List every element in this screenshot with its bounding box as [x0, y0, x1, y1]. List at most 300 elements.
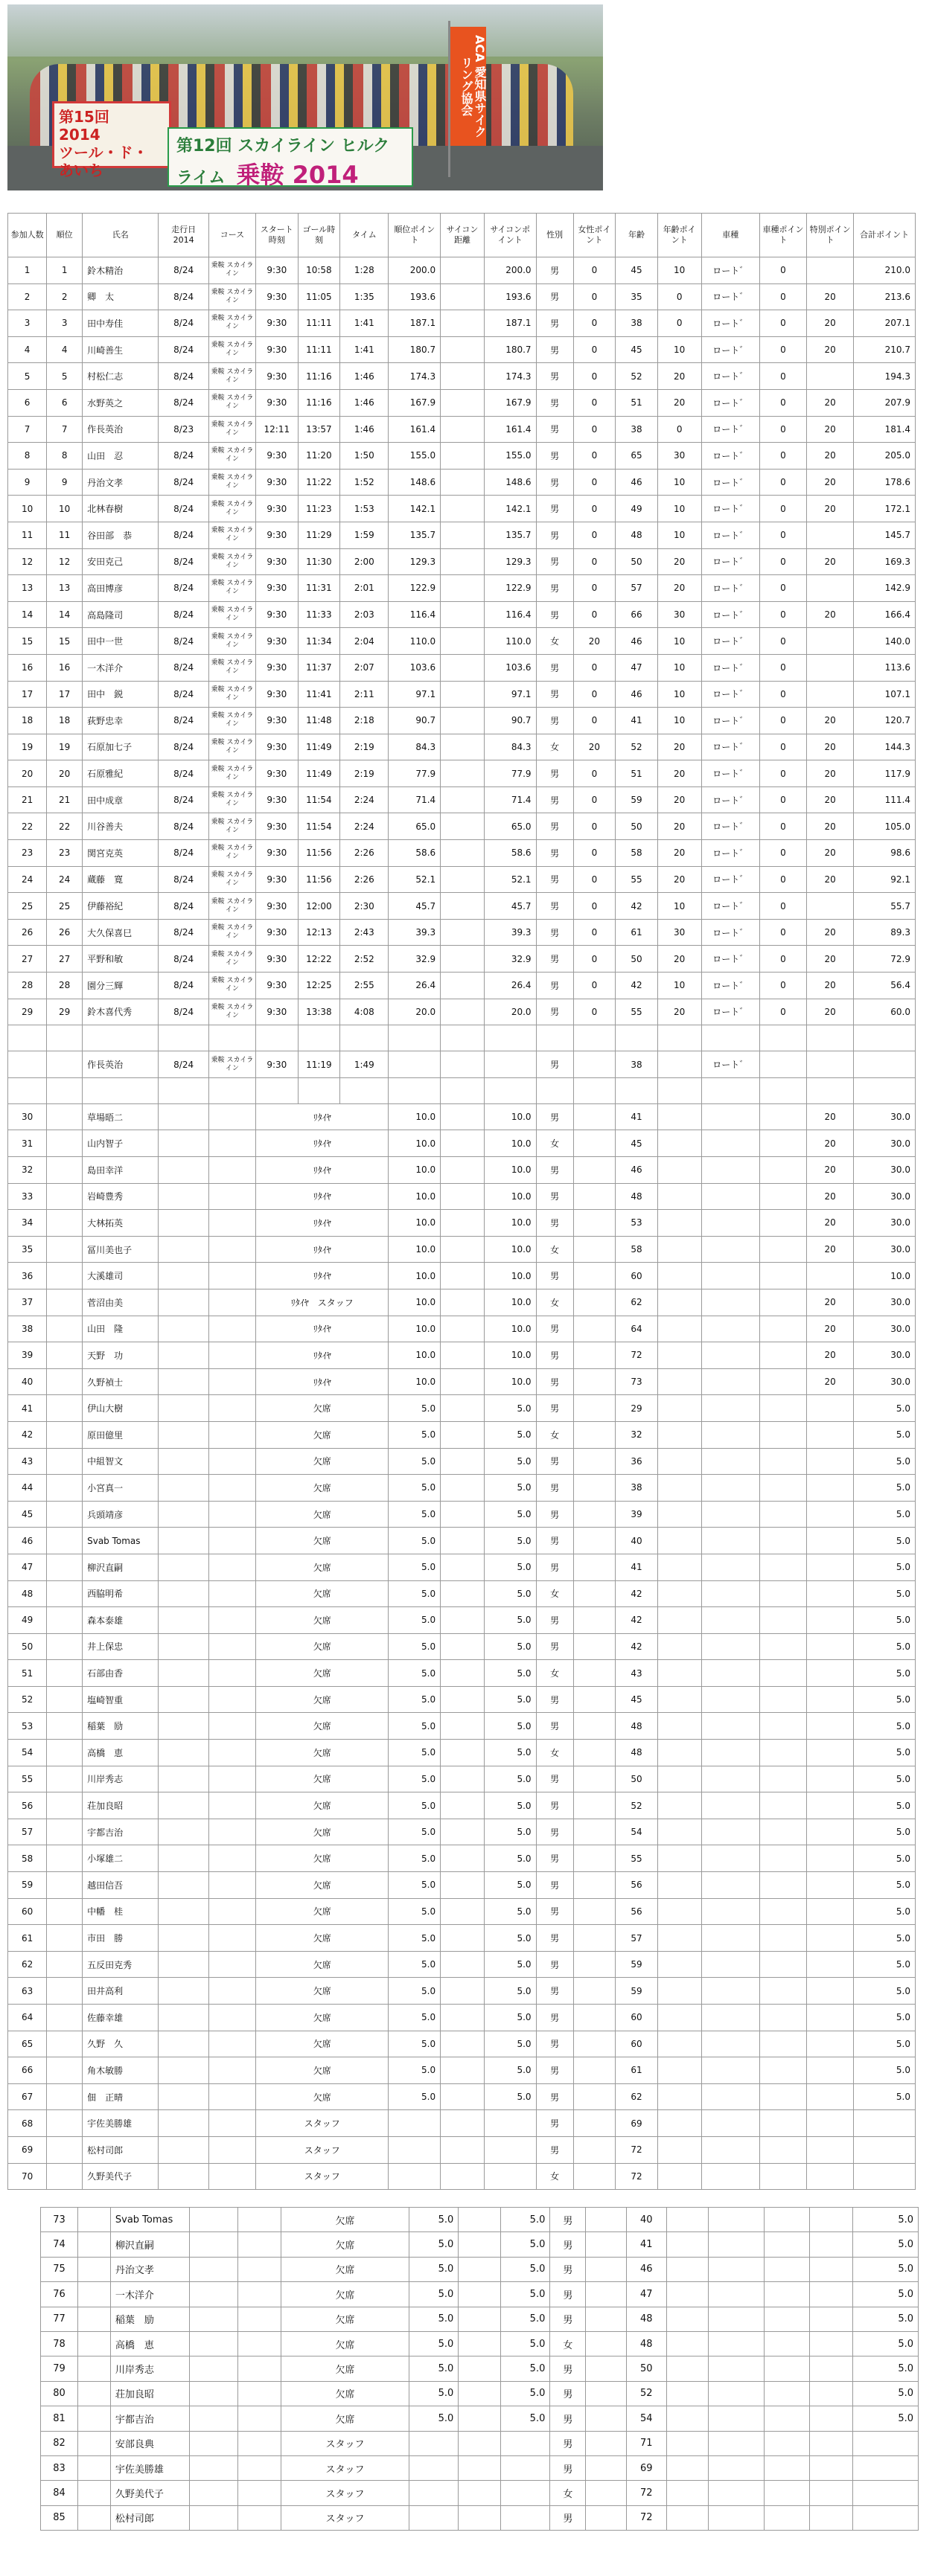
participant-name: 市田 勝 [83, 1925, 159, 1952]
table-cell: 0 [759, 681, 806, 708]
table-cell: 0 [573, 363, 616, 390]
status-cell: 欠席 [281, 2381, 409, 2406]
table-row [8, 1448, 916, 1475]
table-cell [441, 1607, 485, 1634]
table-cell: 46 [616, 469, 658, 496]
table-cell: 12:25 [298, 973, 340, 999]
table-cell: 男 [536, 2083, 573, 2110]
table-row [41, 2232, 919, 2257]
table-cell: 女 [536, 1580, 573, 1607]
course-name: 乗鞍 スカイライン [208, 575, 255, 602]
table-cell: 10.0 [389, 1130, 441, 1157]
table-cell: 男 [536, 760, 573, 787]
table-row [8, 283, 916, 310]
table-cell [459, 2481, 500, 2505]
status-cell: ﾘﾀｲﾔ スタッフ [256, 1289, 389, 1316]
course-name: 乗鞍 スカイライン [208, 283, 255, 310]
table-cell: 男 [536, 522, 573, 548]
table-cell [573, 2057, 616, 2084]
table-cell [807, 1766, 854, 1792]
table-cell [573, 1263, 616, 1289]
table-cell: 38 [616, 1475, 658, 1502]
table-cell [807, 1633, 854, 1660]
table-cell: 30 [657, 443, 701, 470]
table-cell: 110.0 [484, 628, 536, 655]
table-cell: 20 [807, 813, 854, 840]
table-row [8, 443, 916, 470]
table-cell [765, 2455, 810, 2480]
table-cell: 5.0 [389, 2031, 441, 2057]
participant-name: 鈴木精治 [83, 257, 159, 284]
table-cell: 129.3 [389, 548, 441, 575]
table-row [8, 786, 916, 813]
table-cell [484, 1051, 536, 1078]
table-cell [208, 1686, 255, 1713]
table-cell: 42 [616, 893, 658, 920]
column-header: サイコンポイント [484, 214, 536, 257]
table-cell [208, 1263, 255, 1289]
table-cell [809, 2257, 852, 2281]
table-cell: ロート゛ [701, 840, 759, 867]
table-cell [586, 2257, 626, 2281]
table-row [8, 893, 916, 920]
table-cell: ロート゛ [701, 601, 759, 628]
status-cell: 欠席 [281, 2257, 409, 2281]
table-cell [441, 336, 485, 363]
table-cell [441, 1845, 485, 1872]
table-cell: 0 [657, 310, 701, 337]
table-cell [759, 2136, 806, 2163]
table-cell: 48 [8, 1580, 47, 1607]
table-cell [807, 681, 854, 708]
table-cell: 20 [657, 760, 701, 787]
table-cell: 0 [573, 310, 616, 337]
table-cell: 5.0 [500, 2307, 550, 2331]
table-cell: 男 [536, 1766, 573, 1792]
table-cell: 男 [550, 2406, 586, 2431]
table-cell: 42 [616, 1633, 658, 1660]
table-cell: 9:30 [256, 548, 299, 575]
table-cell [657, 1130, 701, 1157]
table-cell [573, 2005, 616, 2031]
table-cell: 20 [807, 734, 854, 760]
table-cell [536, 1025, 573, 1051]
table-cell: 0 [573, 654, 616, 681]
table-cell: 20 [807, 389, 854, 416]
table-cell: 11:49 [298, 760, 340, 787]
total-points: 120.7 [854, 708, 916, 734]
total-points: 5.0 [854, 1686, 916, 1713]
table-row [8, 575, 916, 602]
table-cell [807, 1713, 854, 1740]
table-cell: 32 [8, 1157, 47, 1184]
table-cell [441, 2163, 485, 2190]
table-cell: 5.0 [484, 1845, 536, 1872]
table-cell [459, 2455, 500, 2480]
status-cell: スタッフ [281, 2455, 409, 2480]
table-row [41, 2431, 919, 2455]
participant-name: 田中 鋭 [83, 681, 159, 708]
table-cell: 男 [536, 1448, 573, 1475]
table-cell [701, 1766, 759, 1792]
total-points: 210.7 [854, 336, 916, 363]
table-cell: 0 [759, 786, 806, 813]
table-cell: 110.0 [389, 628, 441, 655]
participant-name: 草場晤二 [83, 1103, 159, 1130]
table-cell: 8/24 [159, 548, 208, 575]
column-header: 年齢ポイント [657, 214, 701, 257]
table-cell [573, 1077, 616, 1103]
table-cell [759, 1554, 806, 1580]
participant-name: 宇都吉治 [83, 1819, 159, 1845]
table-cell: 5.0 [484, 1633, 536, 1660]
table-cell: ロート゛ [701, 469, 759, 496]
total-points: 113.6 [854, 654, 916, 681]
table-cell: 40 [8, 1368, 47, 1395]
table-cell: 29 [616, 1395, 658, 1422]
table-cell [709, 2381, 765, 2406]
participant-name: 作長英治 [83, 1051, 159, 1078]
table-cell: 11:11 [298, 310, 340, 337]
table-cell [759, 2083, 806, 2110]
participant-name: 森本泰雄 [83, 1607, 159, 1634]
table-cell: 10.0 [484, 1103, 536, 1130]
table-cell [159, 1978, 208, 2005]
table-cell: 男 [536, 999, 573, 1025]
table-cell: 0 [657, 416, 701, 443]
table-cell [809, 2307, 852, 2331]
table-cell: 25 [8, 893, 47, 920]
table-cell: ロート゛ [701, 548, 759, 575]
table-cell: 2 [8, 283, 47, 310]
table-cell: 72 [616, 1342, 658, 1369]
total-points: 72.9 [854, 946, 916, 973]
course-name: 乗鞍 スカイライン [208, 786, 255, 813]
table-cell: 65.0 [389, 813, 441, 840]
table-cell [441, 1792, 485, 1819]
table-cell [208, 1898, 255, 1925]
table-cell [573, 1210, 616, 1237]
table-cell: 57 [616, 575, 658, 602]
table-cell [159, 2136, 208, 2163]
table-cell [47, 1103, 83, 1130]
table-cell: 9:30 [256, 336, 299, 363]
table-cell [441, 1051, 485, 1078]
table-cell: 38 [616, 416, 658, 443]
table-cell: ロート゛ [701, 257, 759, 284]
table-cell [759, 1130, 806, 1157]
table-cell [441, 1951, 485, 1978]
table-cell: 116.4 [484, 601, 536, 628]
status-cell: 欠席 [256, 1925, 389, 1952]
table-cell [159, 2110, 208, 2137]
participant-name: 石部由香 [83, 1660, 159, 1687]
table-row [8, 214, 916, 257]
participant-name: 松村司郎 [110, 2505, 189, 2530]
table-cell: 49 [616, 496, 658, 522]
table-cell: 26.4 [484, 973, 536, 999]
table-cell: 5.0 [389, 2083, 441, 2110]
table-cell [237, 2282, 281, 2307]
table-cell [573, 1845, 616, 1872]
status-cell: 欠席 [256, 2057, 389, 2084]
table-cell [47, 1183, 83, 1210]
table-cell: 20 [657, 575, 701, 602]
table-cell [807, 1077, 854, 1103]
table-cell [657, 2083, 701, 2110]
table-cell: 135.7 [484, 522, 536, 548]
table-cell: 男 [550, 2257, 586, 2281]
course-name: 乗鞍 スカイライン [208, 336, 255, 363]
table-cell: 167.9 [389, 389, 441, 416]
participant-name: 菅沼由美 [83, 1289, 159, 1316]
table-cell: 9:30 [256, 628, 299, 655]
table-cell: 0 [573, 283, 616, 310]
table-row [8, 1713, 916, 1740]
table-cell: 48 [616, 1713, 658, 1740]
table-cell: 20 [657, 389, 701, 416]
table-cell [586, 2208, 626, 2232]
table-cell [47, 1951, 83, 1978]
table-cell [657, 1872, 701, 1899]
table-row [8, 1580, 916, 1607]
table-cell [701, 2005, 759, 2031]
table-cell [759, 1740, 806, 1766]
table-cell [441, 760, 485, 787]
total-points: 5.0 [853, 2381, 919, 2406]
table-cell [573, 1157, 616, 1184]
table-cell [237, 2232, 281, 2257]
table-cell [441, 681, 485, 708]
status-cell: 欠席 [256, 1766, 389, 1792]
table-cell [208, 1925, 255, 1952]
table-cell: 52 [626, 2381, 666, 2406]
table-cell [807, 1819, 854, 1845]
table-cell: 11:11 [298, 336, 340, 363]
table-cell: 男 [536, 469, 573, 496]
table-cell: 5.0 [484, 1792, 536, 1819]
table-cell [586, 2455, 626, 2480]
table-cell [709, 2455, 765, 2480]
participant-name: 山田 隆 [83, 1316, 159, 1342]
table-cell: 0 [759, 416, 806, 443]
table-cell [666, 2431, 708, 2455]
table-cell [256, 1077, 299, 1103]
table-cell [47, 1845, 83, 1872]
table-cell [586, 2331, 626, 2356]
table-cell: 2:07 [340, 654, 389, 681]
table-cell: 26 [8, 919, 47, 946]
table-row [8, 1528, 916, 1554]
table-cell [573, 1395, 616, 1422]
table-cell [701, 1103, 759, 1130]
table-cell [190, 2381, 238, 2406]
table-cell: 61 [616, 2057, 658, 2084]
participant-name: 久野美代子 [110, 2481, 189, 2505]
participant-name: 高田博彦 [83, 575, 159, 602]
course-name: 乗鞍 スカイライン [208, 416, 255, 443]
table-cell: 11:23 [298, 496, 340, 522]
table-cell [759, 1686, 806, 1713]
table-row [41, 2208, 919, 2232]
table-cell: 58.6 [484, 840, 536, 867]
table-cell [78, 2232, 111, 2257]
table-cell [759, 1210, 806, 1237]
status-cell: ﾘﾀｲﾔ [256, 1103, 389, 1130]
table-cell [765, 2381, 810, 2406]
participant-name: 卿 太 [83, 283, 159, 310]
table-cell: 0 [759, 946, 806, 973]
total-points: 5.0 [854, 2083, 916, 2110]
table-cell: 20 [807, 469, 854, 496]
table-cell: 41 [626, 2232, 666, 2257]
table-row [8, 866, 916, 893]
table-cell [459, 2232, 500, 2257]
status-cell: 欠席 [256, 2083, 389, 2110]
table-cell: 67 [8, 2083, 47, 2110]
table-cell: 39.3 [389, 919, 441, 946]
total-points: 5.0 [854, 1925, 916, 1952]
table-row [8, 813, 916, 840]
status-cell: 欠席 [256, 1660, 389, 1687]
total-points: 166.4 [854, 601, 916, 628]
table-cell: 5.0 [500, 2208, 550, 2232]
table-cell: 20 [657, 946, 701, 973]
table-cell [208, 1289, 255, 1316]
table-cell: 20 [807, 1103, 854, 1130]
table-cell: 0 [573, 575, 616, 602]
table-cell [657, 2005, 701, 2031]
table-cell: 女 [536, 2163, 573, 2190]
table-cell [586, 2307, 626, 2331]
table-cell: 男 [536, 866, 573, 893]
table-cell: 13 [47, 575, 83, 602]
table-cell: 8/24 [159, 973, 208, 999]
table-cell [657, 1236, 701, 1263]
table-cell: 5.0 [389, 1395, 441, 1422]
table-cell: 0 [759, 496, 806, 522]
total-points: 181.4 [854, 416, 916, 443]
table-row [8, 469, 916, 496]
table-cell: 9:30 [256, 496, 299, 522]
table-cell [47, 1740, 83, 1766]
table-cell [484, 1025, 536, 1051]
status-cell: 欠席 [256, 1978, 389, 2005]
table-cell [441, 973, 485, 999]
table-cell [441, 522, 485, 548]
table-cell [441, 1421, 485, 1448]
table-cell: 10.0 [484, 1236, 536, 1263]
table-cell: 男 [536, 1342, 573, 1369]
total-points: 5.0 [854, 1448, 916, 1475]
table-cell: 男 [536, 1925, 573, 1952]
table-cell: 10 [657, 893, 701, 920]
table-cell: 8/24 [159, 1051, 208, 1078]
table-cell [159, 1713, 208, 1740]
status-cell: 欠席 [256, 1475, 389, 1502]
table-cell: 77.9 [484, 760, 536, 787]
table-cell: 9:30 [256, 575, 299, 602]
table-cell: 0 [573, 786, 616, 813]
table-cell: 9:30 [256, 919, 299, 946]
status-cell: スタッフ [256, 2163, 389, 2190]
table-cell [441, 548, 485, 575]
status-cell: 欠席 [256, 1713, 389, 1740]
table-cell: 48 [616, 1740, 658, 1766]
table-cell [159, 2163, 208, 2190]
table-cell: ロート゛ [701, 389, 759, 416]
participant-name: 佐藤幸雄 [83, 2005, 159, 2031]
table-cell: 66 [616, 601, 658, 628]
table-cell [807, 1395, 854, 1422]
table-cell: 20 [807, 866, 854, 893]
table-cell [701, 1925, 759, 1952]
course-name: 乗鞍 スカイライン [208, 654, 255, 681]
table-cell: 28 [8, 973, 47, 999]
table-row [8, 1130, 916, 1157]
table-cell [441, 1077, 485, 1103]
status-cell: 欠席 [281, 2307, 409, 2331]
table-cell: 11:56 [298, 866, 340, 893]
table-cell [759, 1925, 806, 1952]
table-cell [807, 1580, 854, 1607]
table-cell [159, 1289, 208, 1316]
table-cell [159, 2057, 208, 2084]
table-cell [586, 2381, 626, 2406]
table-cell [441, 1316, 485, 1342]
table-cell: 5.0 [389, 1819, 441, 1845]
table-cell: 5.0 [484, 1686, 536, 1713]
table-cell [657, 1368, 701, 1395]
table-cell: 10.0 [389, 1263, 441, 1289]
table-cell: 11:49 [298, 734, 340, 760]
table-cell: 2:30 [340, 893, 389, 920]
column-header: 特別ポイント [807, 214, 854, 257]
table-cell [807, 363, 854, 390]
table-cell: ロート゛ [701, 496, 759, 522]
table-cell: 2:18 [340, 708, 389, 734]
table-cell: 9:30 [256, 999, 299, 1025]
table-cell [573, 1183, 616, 1210]
table-cell: 8/24 [159, 363, 208, 390]
table-cell [78, 2455, 111, 2480]
table-cell [47, 1898, 83, 1925]
table-cell: 9:30 [256, 257, 299, 284]
table-cell [500, 2455, 550, 2480]
table-cell [759, 1766, 806, 1792]
table-cell [759, 1633, 806, 1660]
banner-left-line: あいち [59, 161, 103, 179]
table-cell: 28 [47, 973, 83, 999]
table-cell [47, 1686, 83, 1713]
column-header: 女性ポイント [573, 214, 616, 257]
table-cell: 5.0 [409, 2208, 459, 2232]
table-cell: 10 [657, 628, 701, 655]
table-cell: 42 [8, 1421, 47, 1448]
table-row [8, 1686, 916, 1713]
table-cell: ロート゛ [701, 760, 759, 787]
status-cell: 欠席 [256, 2031, 389, 2057]
table-cell: 7 [47, 416, 83, 443]
table-cell: 男 [536, 1051, 573, 1078]
table-cell: 20 [807, 496, 854, 522]
table-cell [701, 1501, 759, 1528]
table-cell [807, 1501, 854, 1528]
table-cell: 64 [616, 1316, 658, 1342]
table-row [8, 734, 916, 760]
table-cell [237, 2406, 281, 2431]
table-cell: 9:30 [256, 654, 299, 681]
